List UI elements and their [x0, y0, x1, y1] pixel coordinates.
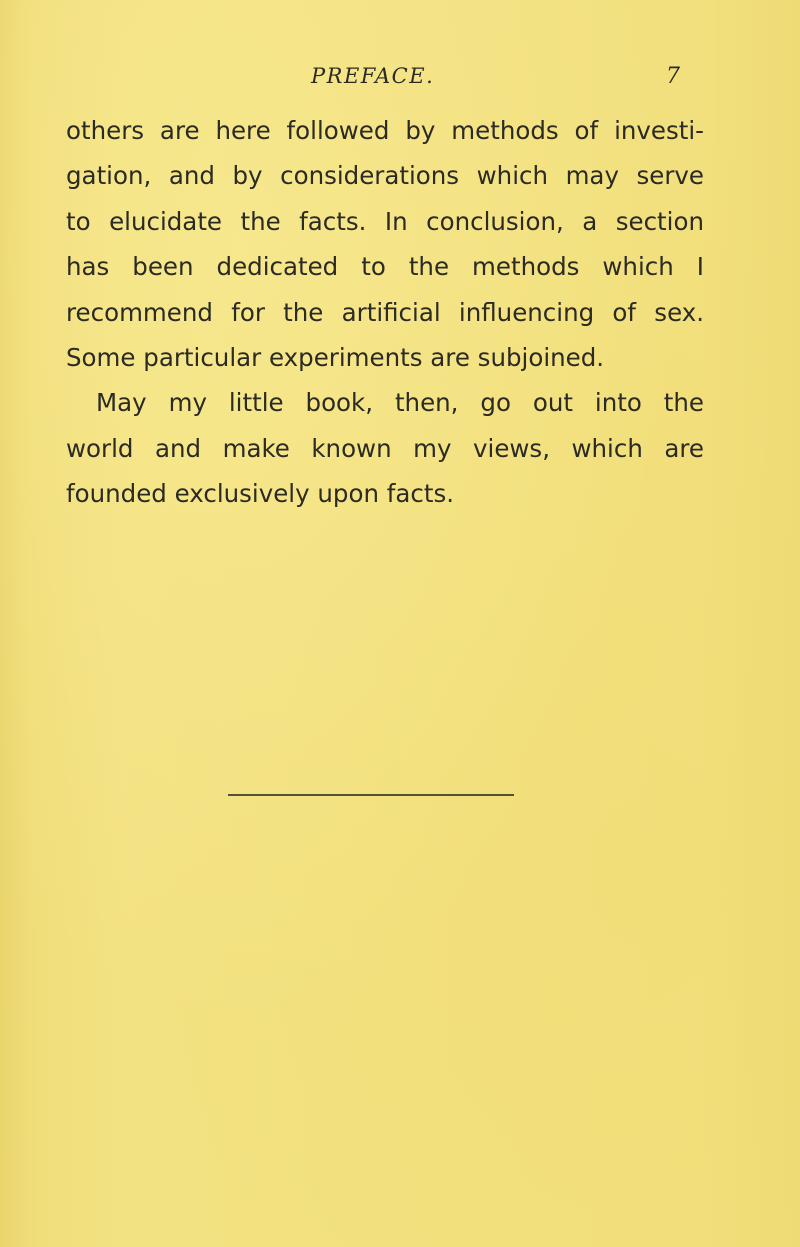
page-header: [0, 62, 800, 98]
text-line: to elucidate the facts. In conclusion, a section: [66, 206, 704, 236]
body-text: [66, 108, 704, 517]
page-number: 7: [666, 64, 680, 89]
end-rule: [228, 794, 514, 796]
running-head: PREFACE.: [311, 64, 435, 88]
text-line: recommend for the artificial influencing of sex.: [66, 297, 704, 327]
text-line: world and make known my views, which are: [66, 433, 704, 463]
text-line: has been dedicated to the methods which I: [66, 252, 704, 282]
text-line: Some particular experiments are subjoined.: [66, 342, 605, 372]
text-line: gation, and by considerations which may serve: [66, 161, 704, 191]
paragraph-first-line: May my little book, then, go out into the: [96, 388, 704, 418]
text-line: others are here followed by methods of investi-: [66, 116, 704, 145]
text-line: founded exclusively upon facts.: [66, 479, 455, 509]
